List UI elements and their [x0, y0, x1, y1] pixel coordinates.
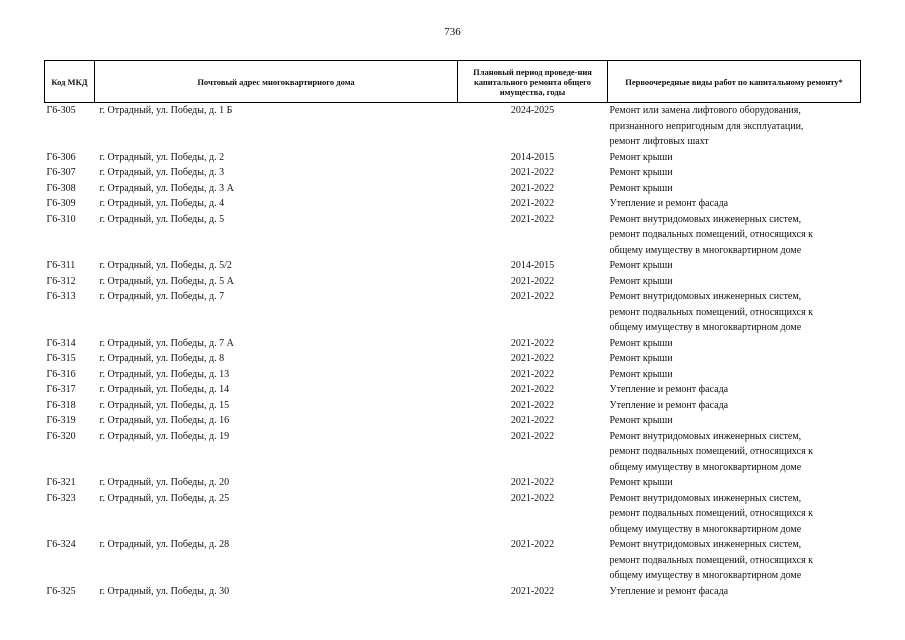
repair-work-line: Ремонт внутридомовых инженерных систем,	[609, 291, 802, 302]
repair-works	[608, 212, 861, 259]
mkd-code: Г6-310	[46, 213, 76, 225]
mkd-address: г. Отрадный, ул. Победы, д. 25	[99, 492, 230, 504]
table-row	[45, 429, 861, 476]
mkd-address: г. Отрадный, ул. Победы, д. 8	[99, 353, 225, 364]
table-row	[45, 351, 861, 367]
mkd-code: Г6-323	[46, 492, 76, 504]
repair-period: 2021-2022	[510, 430, 555, 442]
header-work: Первоочередные виды работ по капитальному ремонту*	[608, 61, 861, 103]
repair-period: 2021-2022	[510, 399, 555, 411]
mkd-address: г. Отрадный, ул. Победы, д. 13	[99, 368, 230, 380]
table-row	[45, 491, 861, 538]
mkd-code: Г6-320	[46, 430, 76, 442]
header-address: Почтовый адрес многоквартирного дома	[95, 61, 458, 103]
table-row	[45, 367, 861, 383]
table-body	[45, 103, 861, 600]
mkd-address: г. Отрадный, ул. Победы, д. 7	[99, 291, 225, 302]
repair-work-line: общему имуществу в многоквартирном доме	[609, 523, 802, 535]
table-row	[45, 181, 861, 197]
repair-period: 2021-2022	[510, 585, 555, 597]
repair-work-line: общему имуществу в многоквартирном доме	[609, 244, 802, 256]
mkd-code: Г6-305	[46, 105, 76, 116]
mkd-address: г. Отрадный, ул. Победы, д. 5/2	[99, 260, 232, 271]
mkd-address: г. Отрадный, ул. Победы, д. 16	[99, 415, 230, 426]
repair-period: 2021-2022	[510, 275, 555, 287]
mkd-address: г. Отрадный, ул. Победы, д. 7 А	[99, 337, 234, 349]
mkd-code: Г6-306	[46, 151, 76, 163]
repair-works	[608, 289, 861, 336]
table-row	[45, 413, 861, 429]
repair-work-line: ремонт лифтовых шахт	[609, 136, 709, 147]
repair-work-line: ремонт подвальных помещений, относящихся к	[609, 554, 814, 566]
repair-works	[608, 351, 861, 367]
mkd-address: г. Отрадный, ул. Победы, д. 28	[99, 539, 230, 550]
repair-period: 2021-2022	[510, 353, 555, 364]
repair-work-line: Ремонт внутридомовых инженерных систем,	[609, 539, 802, 550]
mkd-code: Г6-308	[46, 182, 76, 194]
table-header	[45, 61, 861, 103]
repair-work-line: Ремонт внутридомовых инженерных систем,	[609, 213, 802, 225]
repair-period: 2021-2022	[510, 539, 555, 550]
repair-work-line: общему имуществу в многоквартирном доме	[609, 570, 802, 581]
repair-works	[608, 584, 861, 600]
repair-work-line: Ремонт крыши	[609, 275, 673, 287]
mkd-address: г. Отрадный, ул. Победы, д. 1 Б	[99, 105, 233, 116]
repair-work-line: Ремонт крыши	[609, 151, 673, 163]
repair-period: 2014-2015	[510, 151, 555, 163]
repair-period: 2021-2022	[510, 384, 555, 395]
repair-works	[608, 336, 861, 352]
repair-work-line: Ремонт крыши	[609, 415, 673, 426]
table-row	[45, 165, 861, 181]
table-row	[45, 258, 861, 274]
mkd-code: Г6-313	[46, 291, 76, 302]
repair-work-line: признанного непригодным для эксплуатации,	[609, 120, 804, 132]
repair-work-line: ремонт подвальных помещений, относящихся к	[609, 508, 814, 519]
repair-period: 2021-2022	[510, 213, 555, 225]
table-row	[45, 475, 861, 491]
mkd-code: Г6-318	[46, 399, 76, 411]
repair-period: 2014-2015	[510, 260, 555, 271]
repair-work-line: Ремонт крыши	[609, 368, 673, 380]
repair-period: 2021-2022	[510, 368, 555, 380]
table-row	[45, 196, 861, 212]
table-row	[45, 336, 861, 352]
mkd-address: г. Отрадный, ул. Победы, д. 19	[99, 430, 230, 442]
mkd-address: г. Отрадный, ул. Победы, д. 5	[99, 213, 225, 225]
table-row	[45, 537, 861, 584]
table-row	[45, 398, 861, 414]
repair-works	[608, 429, 861, 476]
repair-work-line: Утепление и ремонт фасада	[609, 399, 729, 411]
repair-works	[608, 165, 861, 181]
repair-works	[608, 258, 861, 274]
table-row	[45, 382, 861, 398]
repair-work-line: Ремонт крыши	[609, 477, 673, 488]
repair-works	[608, 398, 861, 414]
repair-period: 2021-2022	[510, 291, 555, 302]
mkd-address: г. Отрадный, ул. Победы, д. 2	[99, 151, 225, 163]
repair-period: 2021-2022	[510, 182, 555, 194]
repair-work-line: ремонт подвальных помещений, относящихся к	[609, 306, 814, 318]
repair-work-line: Ремонт крыши	[609, 167, 673, 178]
table-row	[45, 150, 861, 166]
mkd-address: г. Отрадный, ул. Победы, д. 20	[99, 477, 230, 488]
mkd-code: Г6-315	[46, 353, 76, 364]
repair-work-line: Ремонт или замена лифтового оборудования,	[609, 105, 801, 116]
repair-period: 2021-2022	[510, 167, 555, 178]
repair-works	[608, 413, 861, 429]
mkd-address: г. Отрадный, ул. Победы, д. 5 А	[99, 275, 234, 287]
mkd-address: г. Отрадный, ул. Победы, д. 4	[99, 198, 225, 209]
repair-work-line: ремонт подвальных помещений, относящихся к	[609, 229, 814, 240]
repair-works	[608, 274, 861, 290]
repair-work-line: Утепление и ремонт фасада	[609, 384, 729, 395]
repair-period: 2024-2025	[510, 105, 555, 116]
repair-works	[608, 382, 861, 398]
repair-works	[608, 367, 861, 383]
mkd-code: Г6-325	[46, 585, 76, 597]
repair-work-line: общему имуществу в многоквартирном доме	[609, 461, 802, 473]
repair-work-line: Ремонт внутридомовых инженерных систем,	[609, 492, 802, 504]
page-number: 736	[444, 26, 461, 38]
repair-work-line: Ремонт крыши	[609, 260, 673, 271]
repair-period: 2021-2022	[510, 415, 555, 426]
repair-works	[608, 491, 861, 538]
mkd-address: г. Отрадный, ул. Победы, д. 30	[99, 585, 230, 597]
repair-period: 2021-2022	[510, 477, 555, 488]
table-row	[45, 289, 861, 336]
repair-period: 2021-2022	[510, 492, 555, 504]
table-row	[45, 274, 861, 290]
mkd-code: Г6-321	[46, 477, 76, 488]
mkd-address: г. Отрадный, ул. Победы, д. 3 А	[99, 182, 234, 194]
mkd-code: Г6-307	[46, 167, 76, 178]
repair-works	[608, 196, 861, 212]
repair-work-line: Ремонт крыши	[609, 182, 673, 194]
capital-repair-table	[44, 60, 861, 599]
table-row	[45, 103, 861, 150]
repair-works	[608, 537, 861, 584]
repair-period: 2021-2022	[510, 337, 555, 349]
mkd-address: г. Отрадный, ул. Победы, д. 15	[99, 399, 230, 411]
mkd-code: Г6-311	[46, 260, 76, 271]
repair-work-line: Утепление и ремонт фасада	[609, 198, 729, 209]
mkd-code: Г6-312	[46, 275, 76, 287]
repair-work-line: Ремонт внутридомовых инженерных систем,	[609, 430, 802, 442]
mkd-address: г. Отрадный, ул. Победы, д. 14	[99, 384, 230, 395]
mkd-code: Г6-309	[46, 198, 76, 209]
repair-works	[608, 103, 861, 150]
repair-work-line: ремонт подвальных помещений, относящихся к	[609, 446, 814, 457]
header-period: Плановый период проведе-ния капитального ремонта общего имущества, годы	[458, 61, 608, 103]
mkd-address: г. Отрадный, ул. Победы, д. 3	[99, 167, 225, 178]
table-row	[45, 212, 861, 259]
repair-works	[608, 475, 861, 491]
mkd-code: Г6-314	[46, 337, 76, 349]
repair-works	[608, 181, 861, 197]
repair-work-line: общему имуществу в многоквартирном доме	[609, 322, 802, 333]
mkd-code: Г6-319	[46, 415, 76, 426]
mkd-code: Г6-324	[46, 539, 76, 550]
repair-work-line: Ремонт крыши	[609, 337, 673, 349]
mkd-code: Г6-316	[46, 368, 76, 380]
mkd-code: Г6-317	[46, 384, 76, 395]
repair-works	[608, 150, 861, 166]
header-code: Код МКД	[45, 61, 95, 103]
repair-work-line: Ремонт крыши	[609, 353, 673, 364]
repair-work-line: Утепление и ремонт фасада	[609, 585, 729, 597]
repair-period: 2021-2022	[510, 198, 555, 209]
table-row	[45, 584, 861, 600]
